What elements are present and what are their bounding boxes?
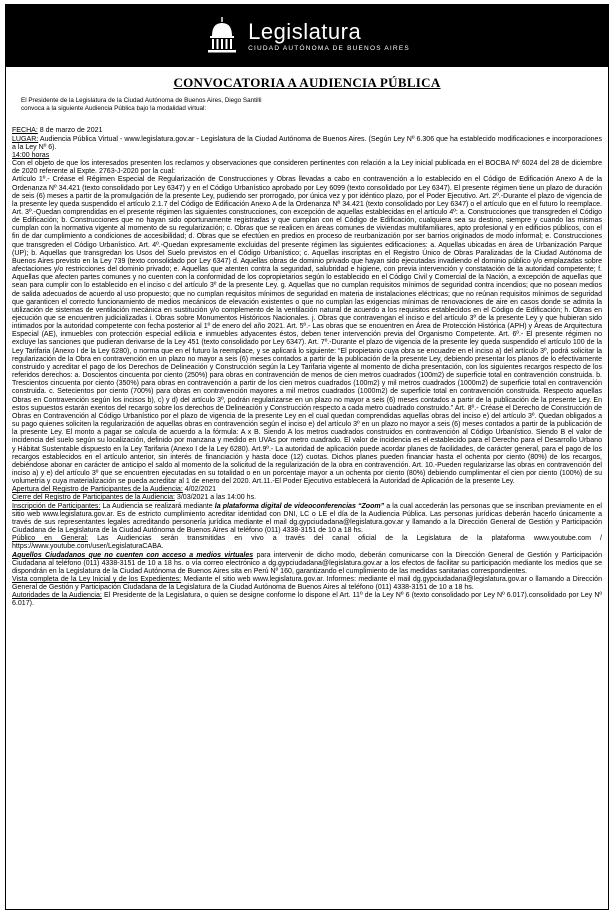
fecha-label: FECHA: bbox=[12, 127, 38, 135]
aguellos-label: Aquellos Ciudadanos que no cuenten con acceso a medios virtuales bbox=[12, 551, 254, 559]
fecha-row bbox=[12, 127, 602, 135]
notice-title: CONVOCATORIA A AUDIENCIA PÚBLICA bbox=[173, 75, 441, 90]
aguellos-value: para intervenir de dicho modo, deberán comunicarse con la Dirección General de Gestión y Participación Ciudadana al teléfono (011) 4338-3151 de 10 a 18 hs. o vía correo electrónico a dg.gypciudadana@legislatura.gov.ar a los efectos de facilitar su participación mediante los medios que se dispondrán en la Legislatura de la Ciudad Autónoma de Buenos Aires sita en Perú Nº 160, garantizando el cumplimiento de las medidas sanitarias correspondientes. bbox=[12, 551, 602, 575]
vista-label: Vista completa de la Ley Inicial y de los Expedientes: bbox=[12, 576, 182, 583]
lugar-label: LUGAR: bbox=[12, 135, 39, 143]
cierre-value: 3/03/2021 a las 14:00 hs. bbox=[174, 494, 257, 502]
logo-subtitle: CIUDAD AUTÓNOMA DE BUENOS AIRES bbox=[248, 44, 410, 52]
publico-label: Público en General: bbox=[12, 535, 89, 543]
fecha-value: 8 de marzo de 2021 bbox=[37, 127, 103, 135]
hora-row bbox=[12, 152, 602, 160]
autoridades-row bbox=[12, 592, 602, 608]
inscripcion-row bbox=[12, 503, 602, 536]
vista-row bbox=[12, 576, 602, 592]
apertura-value: 4/02/2021 bbox=[182, 486, 217, 494]
aguellos-row bbox=[12, 552, 602, 576]
intro-line-1: El Presidente de la Legislatura de la Ciudad Autónoma de Buenos Aires, Diego Santilli bbox=[21, 97, 262, 104]
articulado-paragraph: Artículo 1º.- Créase el Régimen Especial de Regularización de Construcciones y Obras llevadas a cabo en contravención a lo establecido en el Código de Edificación Anexo A de la Ordenanza Nº 34.421 (texto consolidado por Ley 6347) y en el Código Urbanístico aprobado por Ley 6099 (texto consolidado por Ley 6347). El presente régimen tiene un plazo de duración de seis (6) meses a partir de la promulgación de la presente Ley, pudiendo ser prorrogado, por única vez y por idéntico plazo, por el Poder Ejecutivo. Art. 2º.-Durante el plazo de vigencia de la presente ley queda suspendido el artículo 2.1.7 del Código de Edificación Anexo A de la Ordenanza Nº 34.421 (texto consolidado por Ley 6347) o el artículo que en el futuro lo reemplace. Art. 3º.-Quedan comprendidas en el presente régimen las siguientes construcciones, con excepción de aquellas establecidas en el artículo 4º: a. Construcciones que transgreden el Código de Edificación; b. Construcciones que no hayan sido oportunamente registradas y que cumplan con el Código de Edificación, cualquiera sea su destino, siempre y cuando las mismas cumplan con la normativa vigente al momento de su regularización; c. Obras que se realicen en áreas comunes de viviendas multifamiliares, apto profesional y en edificios públicos, con el fin de dar cumplimiento a condiciones de accesibilidad; d. Obras que se efectúen en predios en proceso de reurbanización por ser barrios originados de modo informal; e. Construcciones que transgreden el Código Urbanístico. Art. 4º.-Quedan expresamente excluidas del presente régimen las siguientes edificaciones: a. Aquellas ubicadas en área de Urbanización Parque (UP); b. Aquellas que transgredan los Usos del Suelo previstos en el Código Urbanístico; c. Aquellas inscriptas en el Registro Único de Obras Paralizadas de la Ciudad Autónoma de Buenos Aires previsto en la Ley 739 (texto consolidado por Ley 6347) d. Aquellas obras de dominio privado que hayan sido ejecutadas invadiendo el dominio público y/o emplazadas sobre afectaciones y/o restricciones del dominio privado; e. Aquellas que atenten contra la seguridad, salubridad e higiene, con previa intervención y constatación de la autoridad competente; f. Aquellas que afecten partes comunes y no cuenten con la conformidad de los copropietarios según lo establecido en el Código Civil y Comercial de la Nación, a excepción de aquellas que sean para cumplir con lo establecido en el inciso c del artículo 3º de la presente Ley. g. Aquellas que no cumplan requisitos mínimos de seguridad contra incendios; que no posean medios de salida adecuados de acuerdo al uso propuesto; que no cumplan requisitos mínimos de seguridad en materia de instalaciones eléctricas; que no reúnan requisitos mínimos de seguridad que garanticen el correcto funcionamiento de medios mecánicos de elevación existentes o que no cumplan las exigencias mínimas de renovaciones de aire en casos donde se admita la utilización de sistemas de ventilación mecánica en sustitución y/o complemento de la ventilación natural de acuerdo a los requisitos establecidos en el Código de Edificación; h. Obras en ejecución que se encuentren judicializadas i. Obras sobre Monumentos Históricos Nacionales. j. Obras que contravengan el inciso e del artículo 3º de la presente Ley y que hubieran sido intimados por la autoridad competente con fecha posterior al 1º de enero del año 2021. Art. 5º.- Las obras que se encuentren en Área de Protección Histórica (APH) y Áreas de Arquitectura Especial (AE), inmuebles con protección especial edilicia e inmuebles adyacentes éstos, deben tener intervención previa del Organismo Competente. Art. 6º.- El presente régimen no excluye las sanciones que pudieran derivarse de la Ley 451 (texto consolidado por Ley 6347). Art. 7º.-Durante el plazo de vigencia de la presente ley queda suspendido el artículo 100 de la Ley Tarifaria (Anexo I de la Ley 6280), o norma que en el futuro la reemplace, y se aplicará lo siguiente: “El propietario cuya obra se encuadre en el inciso a) del artículo 3º, podrá solicitar la regularización de la Obra en contravención en un plazo no mayor a seis (6) meses contados a partir de la publicación de la presente Ley, debiendo presentar los planos de lo efectivamente construido y acreditar el pago de los Derechos de Delineación y Construcción según la Ley Tarifaria vigente al momento de dicha presentación, con los siguientes recargos respecto de los referidos derechos: a. Doscientos cincuenta por ciento (250%) para obras en contravención de menos de cien metros cuadrados (100m2) de superficie total en contravención construida. b. Trescientos cincuenta por ciento (350%) para obras en contravención a partir de los cien metros cuadrados (100m2) y mil metros cuadrados (1000m2) de superficie total en contravención construida. c. Setecientos por ciento (700%) para obras en contravención mayores a mil metros cuadrados (1000m2) de superficie total en contravención construida. Respecto aquellas Obras en Contravención según los incisos b), c) y d) del artículo 3º, podrán regularizarse en un plazo no mayor a seis (6) meses contados a partir de la publicación de la presente Ley. En estos supuestos estarán exentos del recargo sobre los derechos de Delineación y Construcción respecto a cada metro cuadrado construido.” Art. 8º.- Créase el Derecho de Construcción de Obras en Contravención al Código Urbanístico por el plazo de vigencia de la presente Ley en el cual quedan comprendidas aquellas obras del inciso e) del artículo 3º. Quedan obligados a su pago quienes soliciten la regularización de aquellas obras en contravención según el inciso e) del artículo 3º en un plazo no mayor a seis (6) meses contados a partir de la publicación de la presente Ley. El monto a pagar se calcula de acuerdo a la fórmula: A x B. Siendo A los metros cuadrados construidos en contravención al Código Urbanístico. Siendo B el valor de incidencia del suelo según su localización, definido por manzana y medido en UVAs por metro cuadrado. El valor de incidencia es el establecido para el Derecho para el Desarrollo Urbano y Hábitat Sustentable dispuesto en la Ley Tarifaria (Anexo I de la Ley 6280). Art.9º.- La autoridad de aplicación puede acordar planes de facilidades, de carácter general, para el pago de los recargos establecidos en el artículo anterior, sin interés de financiación y hasta doce (12) cuotas. Dichos planes pueden financiar hasta el ochenta por ciento (80%) de los recargos, debiéndose abonar en carácter de anticipo el saldo al momento de la solicitud de la regularización de la obra en contravención. Art. 10.-Pueden regularizarse las obras en contravención del inciso a) y e) del artículo 3º que se encuentren ejecutadas en su totalidad o en un porcentaje mayor a un ochenta por ciento (80%) debiendo cumplimentar el cien por ciento (100%) de su volumetría y cuya materialización se pueda acreditar al 1 de enero del 2020. Art.11.-El Poder Ejecutivo establecerá la Autoridad de Aplicación de la presente Ley. bbox=[12, 176, 602, 486]
intro-line-2: convoca a la siguiente Audiencia Pública bajo la modalidad virtual: bbox=[21, 105, 207, 113]
objeto-paragraph: Con el objeto de que los interesados presenten los reclamos y observaciones que consideren pertinentes con relación a la Ley inicial publicada en el BOCBA Nº 6024 del 28 de diciembre de 2020 referente al Expte. 2763-J-2020 por la cual: bbox=[12, 160, 602, 176]
logo bbox=[204, 16, 410, 56]
apertura-label: Apertura del Registro de Participantes de la Audiencia: bbox=[12, 486, 183, 494]
intro-text bbox=[21, 97, 321, 113]
cierre-label: Cierre del Registro de Participantes de la Audiencia: bbox=[12, 494, 175, 502]
header-banner bbox=[6, 5, 608, 67]
vista-value: Mediante el sitio web www.legislatura.gov.ar. Informes: mediante el mail dg.gypciudadana@legislatura.gov.ar o llamando a Dirección General de Gestión y Participación Ciudadana de la Legislatura de la Ciudad Autónoma de Buenos Aires al teléfono (011) 4338-3151 de 10 a 18 hs. bbox=[12, 576, 602, 592]
lugar-value: Audiencia Pública Virtual - www.legislatura.gov.ar - Legislatura de la Ciudad Autónoma de Buenos Aires. (Según Ley Nº 6.306 que ha establecido modificaciones e incorporaciones a la Ley Nº 6). bbox=[12, 135, 602, 151]
notice-body bbox=[6, 127, 608, 608]
publico-row bbox=[12, 535, 602, 551]
logo-name: Legislatura bbox=[248, 18, 362, 44]
notice-frame bbox=[5, 4, 609, 910]
inscripcion-emphasis: la plataforma digital de videoconferencias “Zoom” bbox=[214, 502, 385, 510]
lugar-row bbox=[12, 136, 602, 152]
apertura-row bbox=[12, 486, 602, 494]
autoridades-label: Autoridades de la Audiencia: bbox=[12, 592, 102, 600]
cierre-row bbox=[12, 494, 602, 502]
publico-value: Las Audiencias serán transmitidas en vivo a través del canal oficial de la Legislatura de la plataforma www.youtube.com / https://www.youtube.com/user/LegislaturaCABA. bbox=[12, 535, 602, 551]
hora-label: 14:00 horas bbox=[12, 151, 50, 159]
inscripcion-post: a la cual accederán las personas que se inscriban previamente en el sitio web www.legislatura.gov.ar. Es de estricto cumplimiento acreditar identidad con DNI, LC o LE el día de la Audiencia Pública. Las personas jurídicas deberán hacerlo únicamente a través de sus representantes legales acreditando personería jurídica mediante el mail dg.gypciudadana@legislatura.gov.ar y llamando a la Dirección General de Gestión y Participación Ciudadana de la Legislatura de la Ciudad Autónoma de Buenos Aires al teléfono (011) 4338-3151 de 10 a 18 hs. bbox=[12, 502, 602, 535]
inscripcion-pre: La Audiencia se realizará mediante bbox=[100, 502, 215, 510]
autoridades-value: El Presidente de la Legislatura, o quien se designe conforme lo dispone el Art. 11º de la Ley Nº 6 (texto consolidado por Ley Nº 6.017).consolidado por Ley Nº 6.017). bbox=[12, 592, 602, 608]
building-dome-icon bbox=[204, 16, 240, 56]
inscripcion-label: Inscripción de Participantes: bbox=[12, 502, 101, 510]
